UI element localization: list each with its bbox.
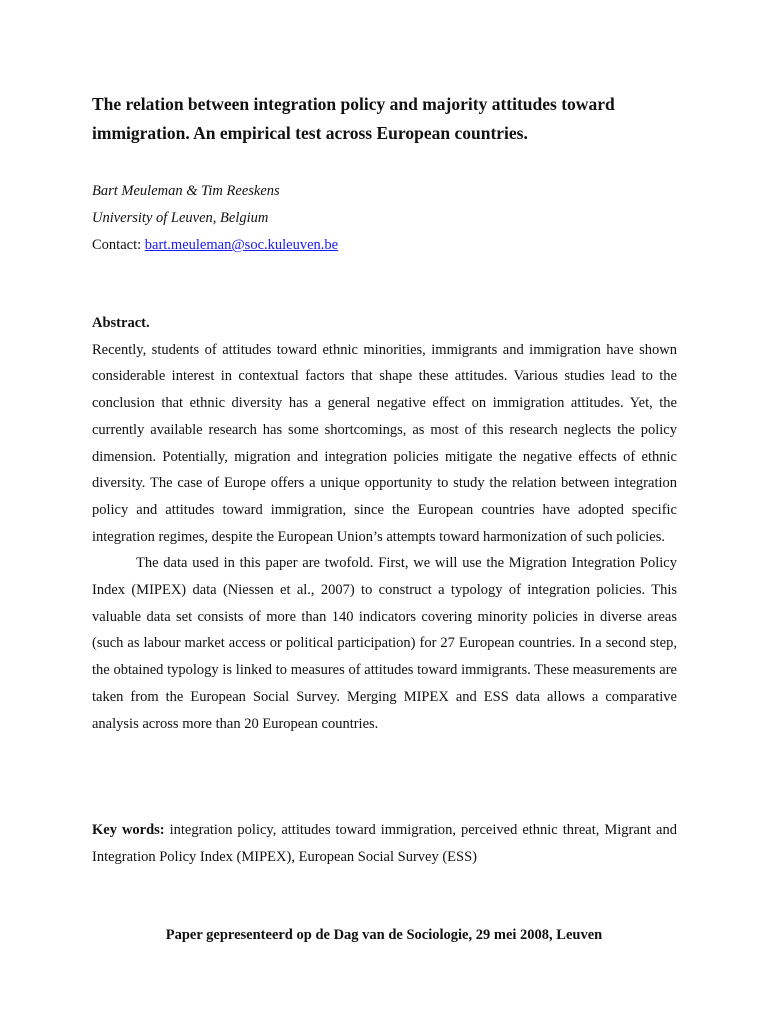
keywords-text: integration policy, attitudes toward immigration, perceived ethnic threat, Migrant and Integration Policy Index (MIPEX), European Social Survey (ESS): [92, 822, 677, 865]
contact-email-link[interactable]: bart.meuleman@soc.kuleuven.be: [144, 237, 339, 253]
contact-line: [92, 232, 338, 259]
abstract-paragraph-1: Recently, students of attitudes toward ethnic minorities, immigrants and immigration have shown considerable interest in contextual factors that shape these attitudes. Various studies lead to the conclusion that ethnic diversity has a general negative effect on immigration attitudes. Yet, the currently available research has some shortcomings, as most of this research neglects the policy dimension. Potentially, migration and integration policies mitigate the negative effects of ethnic diversity. The case of Europe offers a unique opportunity to study the relation between integration policy and attitudes toward immigration, since the European countries have adopted specific integration regimes, despite the European Union’s attempts toward harmonization of such policies.: [92, 341, 677, 545]
paper-title: The relation between integration policy and majority attitudes toward immigration. An empirical test across European countries.: [92, 94, 615, 143]
contact-label: Contact:: [92, 237, 145, 253]
abstract-section: [92, 310, 677, 737]
keywords-label: Key words:: [92, 822, 165, 838]
abstract-paragraph-2: The data used in this paper are twofold. First, we will use the Migration Integration Policy Index (MIPEX) data (Niessen et al., 2007) to construct a typology of integration policies. This valuable data set consists of more than 140 indicators covering minority policies in diverse areas (such as labour market access or political participation) for 27 European countries. In a second step, the obtained typology is linked to measures of attitudes toward immigrants. These measurements are taken from the European Social Survey. Merging MIPEX and ESS data allows a comparative analysis across more than 20 European countries.: [92, 555, 677, 732]
author-names: Bart Meuleman & Tim Reeskens: [92, 183, 280, 199]
keywords: [92, 817, 677, 871]
presentation-note: Paper gepresenteerd op de Dag van de Sociologie, 29 mei 2008, Leuven: [165, 927, 603, 943]
author-block: [92, 178, 338, 259]
abstract-heading: Abstract.: [92, 315, 150, 331]
affiliation: University of Leuven, Belgium: [92, 210, 269, 226]
